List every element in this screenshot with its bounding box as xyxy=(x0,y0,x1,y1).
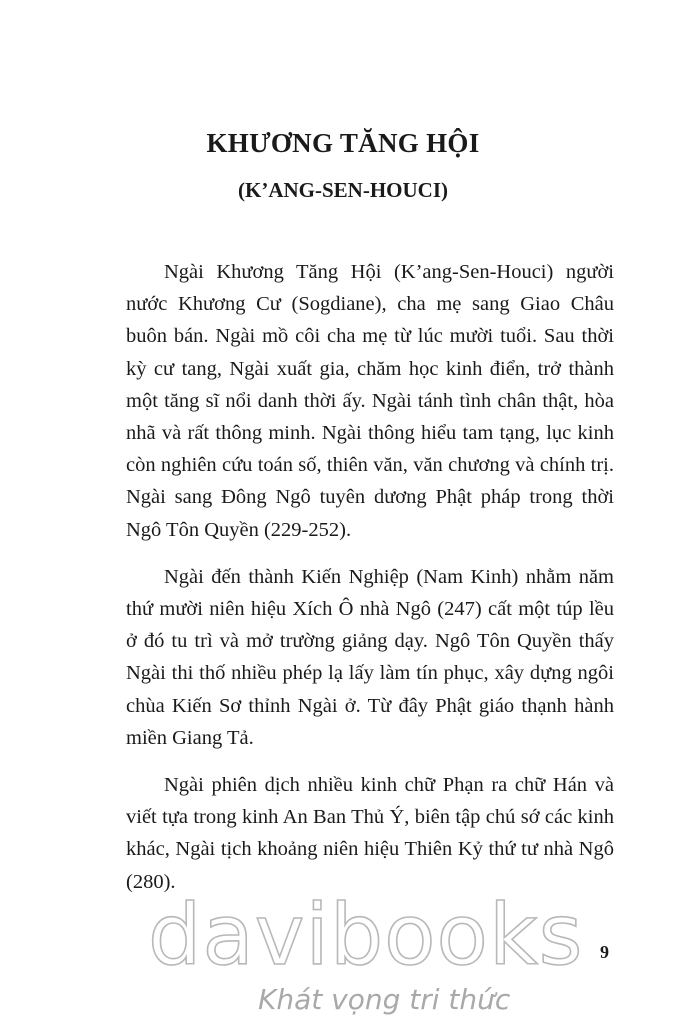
paragraph-2: Ngài đến thành Kiến Nghiệp (Nam Kinh) nhằm năm thứ mười niên hiệu Xích Ô nhà Ngô (247) cất một túp lều ở đó tu trì và mở trường giảng dạy. Ngô Tôn Quyền thấy Ngài thi thố nhiều phép lạ lấy làm tín phục, xây dựng ngôi chùa Kiến Sơ thỉnh Ngài ở. Từ đây Phật giáo thạnh hành miền Giang Tả. xyxy=(126,565,614,749)
watermark-logo: davibooks xyxy=(148,886,584,984)
chapter-title: KHƯƠNG TĂNG HỘI xyxy=(206,128,480,158)
chapter-body xyxy=(126,256,614,898)
page-number: 9 xyxy=(600,942,609,962)
paragraph-3: Ngài phiên dịch nhiều kinh chữ Phạn ra chữ Hán và viết tựa trong kinh An Ban Thủ Ý, biên tập chú sớ các kinh khác, Ngài tịch khoảng niên hiệu Thiên Kỷ thứ tư nhà Ngô (280). xyxy=(126,774,614,893)
chapter-subtitle: (K’ANG-SEN-HOUCI) xyxy=(238,178,448,202)
paragraph-1: Ngài Khương Tăng Hội (K’ang-Sen-Houci) người nước Khương Cư (Sogdiane), cha mẹ sang Giao Châu buôn bán. Ngài mồ côi cha mẹ từ lúc mười tuổi. Sau thời kỳ cư tang, Ngài xuất gia, chăm học kinh điển, trở thành một tăng sĩ nổi danh thời ấy. Ngài tánh tình chân thật, hòa nhã và rất thông minh. Ngài thông hiểu tam tạng, lục kinh còn nghiên cứu toán số, thiên văn, văn chương và chính trị. Ngài sang Đông Ngô tuyên dương Phật pháp trong thời Ngô Tôn Quyền (229-252). xyxy=(126,261,614,541)
watermark-tagline: Khát vọng tri thức xyxy=(258,983,511,1016)
